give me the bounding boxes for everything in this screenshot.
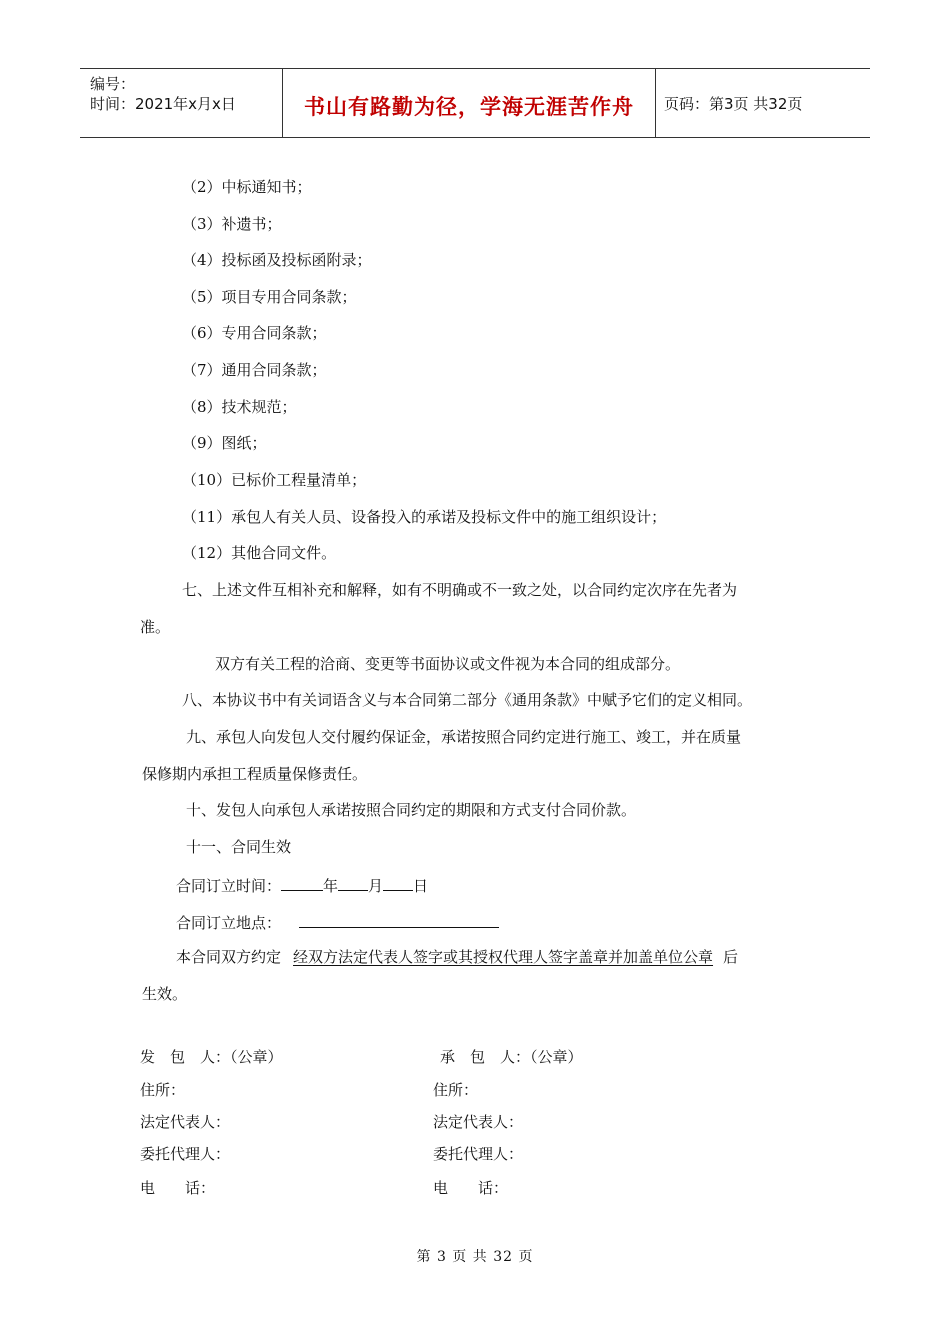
header-left-cell xyxy=(80,69,283,137)
employer-agent: 委托代理人： xyxy=(140,1145,231,1163)
effect-prefix: 本合同双方约定 xyxy=(176,948,282,966)
employer-phone: 电 话： xyxy=(140,1179,216,1197)
list-item: （12）其他合同文件。 xyxy=(182,544,337,562)
effect-condition: 经双方法定代表人签字或其授权代理人签字盖章并加盖单位公章 xyxy=(293,948,714,966)
employer-title: 发 包 人：（公章） xyxy=(140,1048,283,1066)
clause-7-line-1: 七、上述文件互相补充和解释，如有不明确或不一致之处，以合同约定次序在先者为 xyxy=(182,581,738,599)
list-item: （10）已标价工程量清单； xyxy=(182,471,367,489)
sign-time-label: 合同订立时间： xyxy=(176,877,282,895)
list-item: （11）承包人有关人员、设备投入的承诺及投标文件中的施工组织设计； xyxy=(182,508,667,526)
effect-row xyxy=(176,946,738,968)
month-label: 月 xyxy=(368,877,384,895)
clause-10: 十、发包人向承包人承诺按照合同约定的期限和方式支付合同价款。 xyxy=(186,801,637,819)
list-item: （3）补遗书； xyxy=(182,215,282,233)
day-label: 日 xyxy=(413,877,429,895)
list-item: （7）通用合同条款； xyxy=(182,361,327,379)
header-time: 时间：2021年x月x日 xyxy=(90,95,236,113)
list-item: （6）专用合同条款； xyxy=(182,324,327,342)
contractor-agent: 委托代理人： xyxy=(433,1145,524,1163)
employer-legal-rep: 法定代表人： xyxy=(140,1113,231,1131)
contractor-address: 住所： xyxy=(433,1081,479,1099)
clause-9-line-2: 保修期内承担工程质量保修责任。 xyxy=(142,765,368,783)
clause-11-title: 十一、合同生效 xyxy=(186,838,292,856)
day-blank xyxy=(383,873,413,891)
header-number: 编号： xyxy=(90,75,136,93)
effect-suffix: 后 xyxy=(723,948,739,966)
place-blank xyxy=(299,910,499,928)
effect-line-2: 生效。 xyxy=(142,985,188,1003)
header-motto-cell xyxy=(283,69,656,137)
list-item: （9）图纸； xyxy=(182,434,267,452)
page-header xyxy=(80,68,870,138)
contractor-legal-rep: 法定代表人： xyxy=(433,1113,524,1131)
month-blank xyxy=(338,873,368,891)
year-label: 年 xyxy=(323,877,339,895)
year-blank xyxy=(281,873,323,891)
sign-time-row xyxy=(176,873,428,897)
list-item: （2）中标通知书； xyxy=(182,178,312,196)
list-item: （8）技术规范； xyxy=(182,398,297,416)
list-item: （5）项目专用合同条款； xyxy=(182,288,357,306)
clause-9-line-1: 九、承包人向发包人交付履约保证金，承诺按照合同约定进行施工、竣工，并在质量 xyxy=(186,728,742,746)
page-footer: 第 3 页 共 32 页 xyxy=(416,1249,534,1265)
sign-place-row xyxy=(176,910,499,934)
list-item: （4）投标函及投标函附录； xyxy=(182,251,372,269)
clause-7-line-2: 准。 xyxy=(140,618,171,636)
contractor-title: 承 包 人：（公章） xyxy=(440,1048,583,1066)
contractor-phone: 电 话： xyxy=(433,1179,509,1197)
clause-8: 八、本协议书中有关词语含义与本合同第二部分《通用条款》中赋予它们的定义相同。 xyxy=(182,691,753,709)
header-page-info: 页码：第3页 共32页 xyxy=(664,95,803,113)
header-page-cell xyxy=(656,69,870,137)
header-motto: 书山有路勤为径，学海无涯苦作舟 xyxy=(304,95,634,119)
employer-address: 住所： xyxy=(140,1081,186,1099)
clause-7-note: 双方有关工程的洽商、变更等书面协议或文件视为本合同的组成部分。 xyxy=(215,655,681,673)
sign-place-label: 合同订立地点： xyxy=(176,914,282,932)
